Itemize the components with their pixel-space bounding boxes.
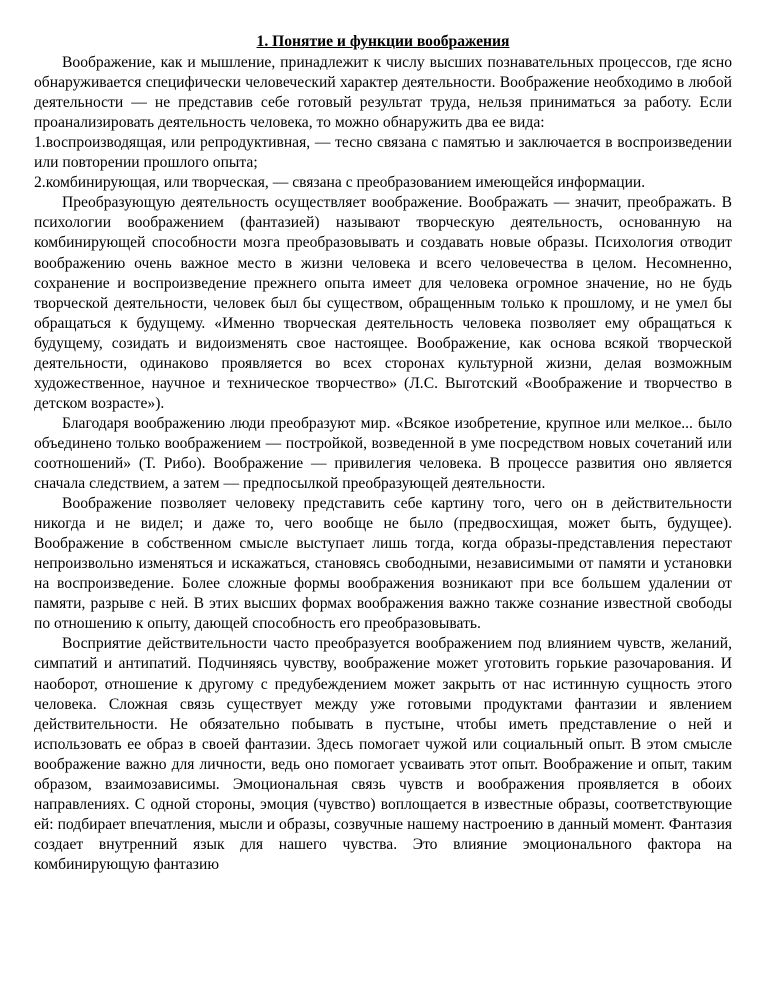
page-title: 1. Понятие и функции воображения [256,33,510,50]
body-paragraph: Преобразующую деятельность осуществляет воображение. Воображать — значит, преображать. В психологии воображением (фантазией) называют творческую деятельность, основанную на комбинирующей способности мозга преобразовывать и создавать новые образы. Психология отводит воображению очень важное место в жизни человека и всего человечества в целом. Несомненно, сохранение и воспроизведение прежнего опыта имеет для человека огромное значение, но не будь творческой деятельности, человек был бы существом, обращенным только к прошлому, и не умел бы обращаться к будущему. «Именно творческая деятельность человека позволяет ему обращаться к будущему, созидать и видоизменять свое настоящее. Воображение, как основа всякой творческой деятельности, одинаково проявляется во всех сторонах культурной жизни, делая возможным художественное, научное и техническое творчество» (Л.С. Выготский «Воображение и творчество в детском возрасте»). [34,194,732,412]
list-item: 1.воспроизводящая, или репродуктивная, — тесно связана с памятью и заключается в воспроизведении или повторении прошлого опыта; [34,134,732,172]
document-page [34,32,732,875]
body-paragraph: Восприятие действительности часто преобразуется воображением под влиянием чувств, желаний, симпатий и антипатий. Подчиняясь чувству, воображение может уготовить горькие разочарования. И наоборот, отношение к другому с предубеждением может закрыть от нас истинную сущность этого человека. Сложная связь существует между уже готовыми продуктами фантазии и явлением действительности. Не обязательно побывать в пустыне, чтобы иметь представление о ней и использовать ее образ в своей фантазии. Здесь помогает чужой или социальный опыт. В этом смысле воображение важно для личности, ведь оно помогает усваивать этот опыт. Воображение и опыт, таким образом, взаимозависимы. Эмоциональная связь чувств и воображения проявляется в обоих направлениях. С одной стороны, эмоция (чувство) воплощается в известные образы, соответствующие ей: подбирает впечатления, мысли и образы, созвучные нашему настроению в данный момент. Фантазия создает внутренний язык для нашего чувства. Это влияние эмоционального фактора на комбинирующую фантазию [34,635,732,873]
body-paragraph: Воображение позволяет человеку представить себе картину того, чего он в действительности никогда и не видел; и даже то, чего вообще не было (предвосхищая, может быть, будущее). Воображение в собственном смысле выступает лишь тогда, когда образы-представления перестают непроизвольно изменяться и искажаться, становясь свободными, независимыми от памяти и установки на воспроизведение. Более сложные формы воображения возникают при все большем удалении от памяти, разрыве с ней. В этих высших формах воображения важно также сознание известной свободы по отношению к опыту, дающей способность его преобразовывать. [34,495,732,633]
list-item: 2.комбинирующая, или творческая, — связана с преобразованием имеющейся информации. [34,174,646,192]
body-paragraph: Благодаря воображению люди преобразуют мир. «Всякое изобретение, крупное или мелкое... было объединено только воображением — постройкой, возведенной в уме посредством новых сочетаний или соотношений» (Т. Рибо). Воображение — привилегия человека. В процессе развития оно является сначала следствием, а затем — предпосылкой преобразующей деятельности. [34,414,732,493]
intro-paragraph: Воображение, как и мышление, принадлежит к числу высших познавательных процессов, где ясно обнаруживается специфически человеческий характер деятельности. Воображение необходимо в любой деятельности — не представив себе готовый результат труда, нельзя приниматься за работу. Если проанализировать деятельность человека, то можно обнаружить два ее вида: [34,54,732,132]
